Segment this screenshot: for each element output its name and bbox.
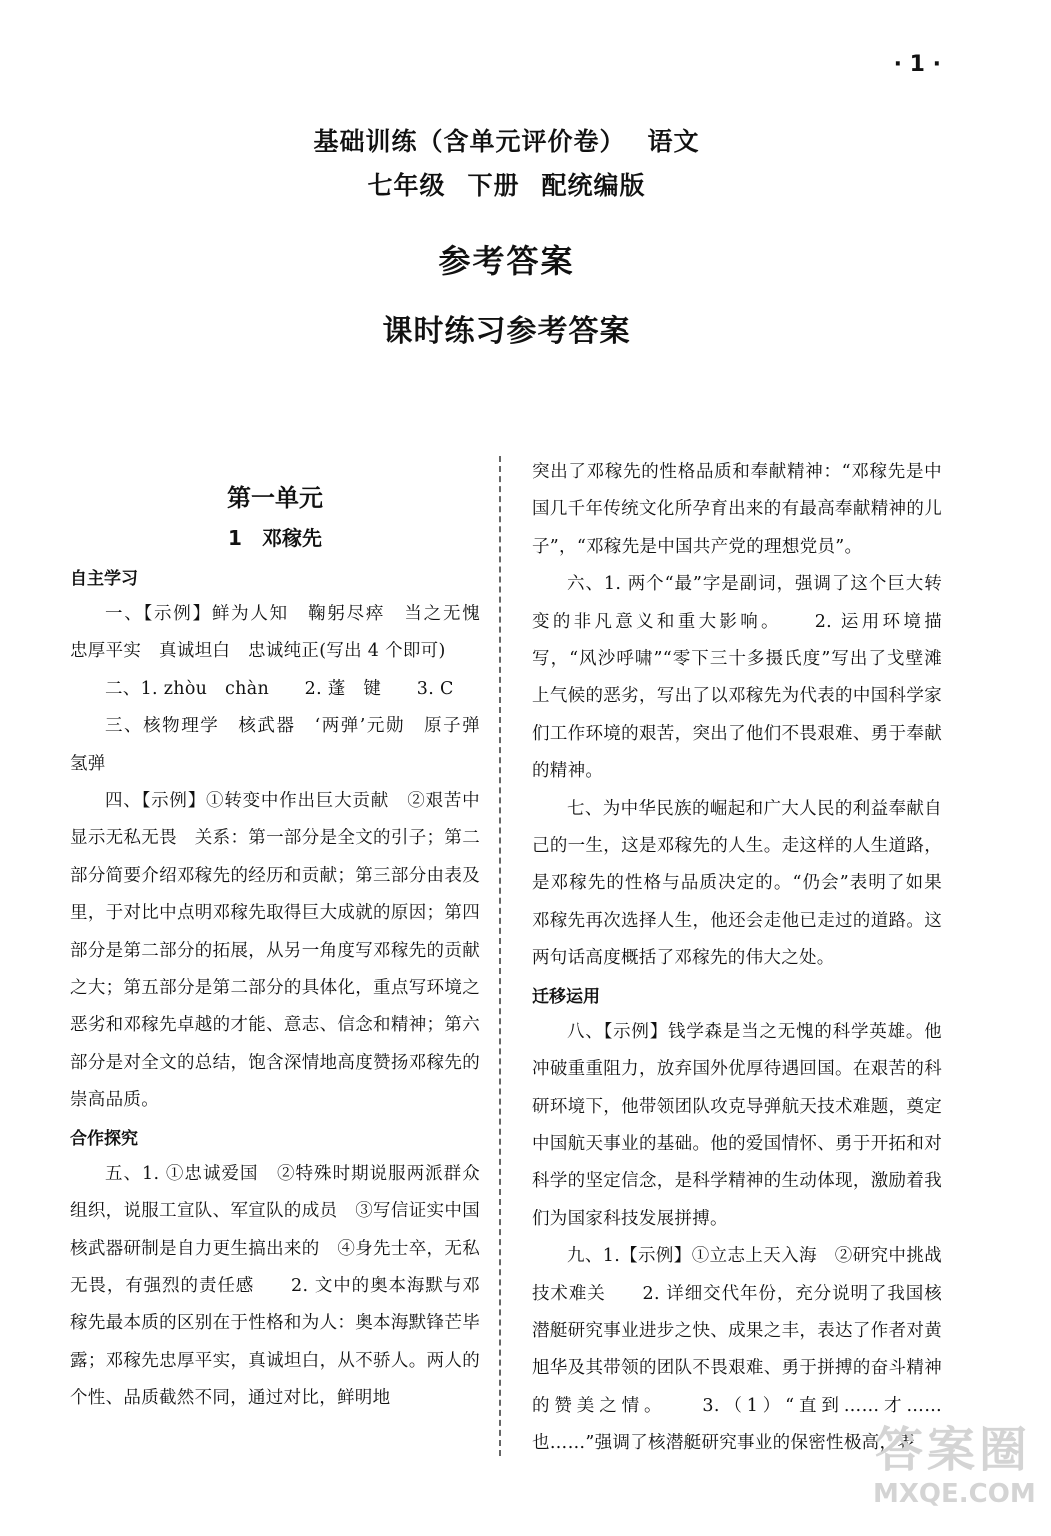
edition-label: 配统编版 (541, 171, 646, 200)
section-transfer: 迁移运用 (532, 986, 600, 1007)
book-title-line2 (0, 166, 1013, 202)
answer-4: 四、【示例】①转变中作出巨大贡献 ②艰苦中显示无私无畏 关系：第一部分是全文的引子；第二部分简要介绍邓稼先的经历和贡献；第三部分由表及里，于对比中点明邓稼先取得巨大成就的原因；第四部分是第二部分的拓展，从另一角度写邓稼先的贡献之大；第五部分是第二部分的具体化，重点写环境之恶劣和邓稼先卓越的才能、意志、信念和精神；第六部分是对全文的总结，饱含深情地高度赞扬邓稼先的崇高品质。 (70, 791, 480, 1111)
section-cooperative: 合作探究 (70, 1128, 138, 1149)
sub-title: 课时练习参考答案 (382, 314, 631, 349)
answer-5-continued: 突出了邓稼先的性格品质和奉献精神：“邓稼先是中国几千年传统文化所孕育出来的有最高奉献精神的儿子”，“邓稼先是中国共产党的理想党员”。 (532, 462, 942, 557)
section-self-study: 自主学习 (70, 569, 138, 589)
answer-3: 三、核物理学 核武器 ‘两弹’元勋 原子弹 氢弹 (70, 716, 498, 774)
watermark-logo (873, 1422, 1036, 1520)
answer-1: 一、【示例】鲜为人知 鞠躬尽瘁 当之无愧 忠厚平实 真诚坦白 忠诚纯正(写出 4 个即可) (70, 604, 498, 662)
watermark-glyph: 答案圈 (874, 1422, 1031, 1478)
grade-label: 七年级 (367, 171, 446, 200)
answer-9: 九、1.【示例】①立志上天入海 ②研究中挑战技术难关 2. 详细交代年份，充分说明了我国核潜艇研究事业进步之快、成果之丰，表达了作者对黄旭华及其带领的团队不畏艰难、勇于拼搏的奋斗精神的赞美之情。 3.（1）“直到……才……也……”强调了核潜艇研究事业的保密性极高，表 (532, 1246, 942, 1454)
answer-6: 六、1. 两个“最”字是副词，强调了这个巨大转变的非凡意义和重大影响。 2. 运用环境描写，“风沙呼啸”“零下三十多摄氏度”写出了戈壁滩上气候的恶劣，写出了以邓稼先为代表的中国科学家们工作环境的艰苦，突出了他们不畏艰难、勇于奉献的精神。 (532, 574, 942, 782)
main-title: 参考答案 (438, 242, 575, 280)
watermark-url: MXQE.COM (873, 1479, 1036, 1509)
book-title-line1 (0, 122, 1013, 158)
book-title: 基础训练（含单元评价卷） (313, 127, 626, 156)
lesson-title: 1 邓稼先 (228, 526, 322, 550)
answer-2: 二、1. zhòu chàn 2. 蓬 键 3. C (105, 678, 454, 699)
right-column (532, 456, 942, 1463)
answer-7: 七、为中华民族的崛起和广大人民的利益奉献自己的一生，这是邓稼先的人生。走这样的人生道路，是邓稼先的性格与品质决定的。“仍会”表明了如果邓稼先再次选择人生，他还会走他已走过的道路。这两句话高度概括了邓稼先的伟大之处。 (532, 798, 942, 969)
answer-5: 五、1. ①忠诚爱国 ②特殊时期说服两派群众组织，说服工宣队、军宣队的成员 ③写信证实中国核武器研制是自力更生搞出来的 ④身先士卒，无私无畏，有强烈的责任感 2. 文中的奥本海默与邓稼先最本质的区别在于性格和为人：奥本海默锋芒毕露；邓稼先忠厚平实，真诚坦白，从不骄人。两人的个性、品质截然不同，通过对比，鲜明地 (70, 1163, 480, 1409)
volume-label: 下册 (467, 171, 520, 200)
subject-label: 语文 (647, 127, 700, 156)
page-number: · 1 · (893, 52, 941, 77)
left-column (70, 456, 498, 1418)
unit-title: 第一单元 (227, 484, 323, 512)
answer-8: 八、【示例】钱学森是当之无愧的科学英雄。他冲破重重阻力，放弃国外优厚待遇回国。在艰苦的科研环境下，他带领团队攻克导弹航天技术难题，奠定中国航天事业的基础。他的爱国情怀、勇于开拓和对科学的坚定信念，是科学精神的生动体现，激励着我们为国家科技发展拼搏。 (532, 1021, 942, 1229)
column-divider (499, 456, 501, 1456)
